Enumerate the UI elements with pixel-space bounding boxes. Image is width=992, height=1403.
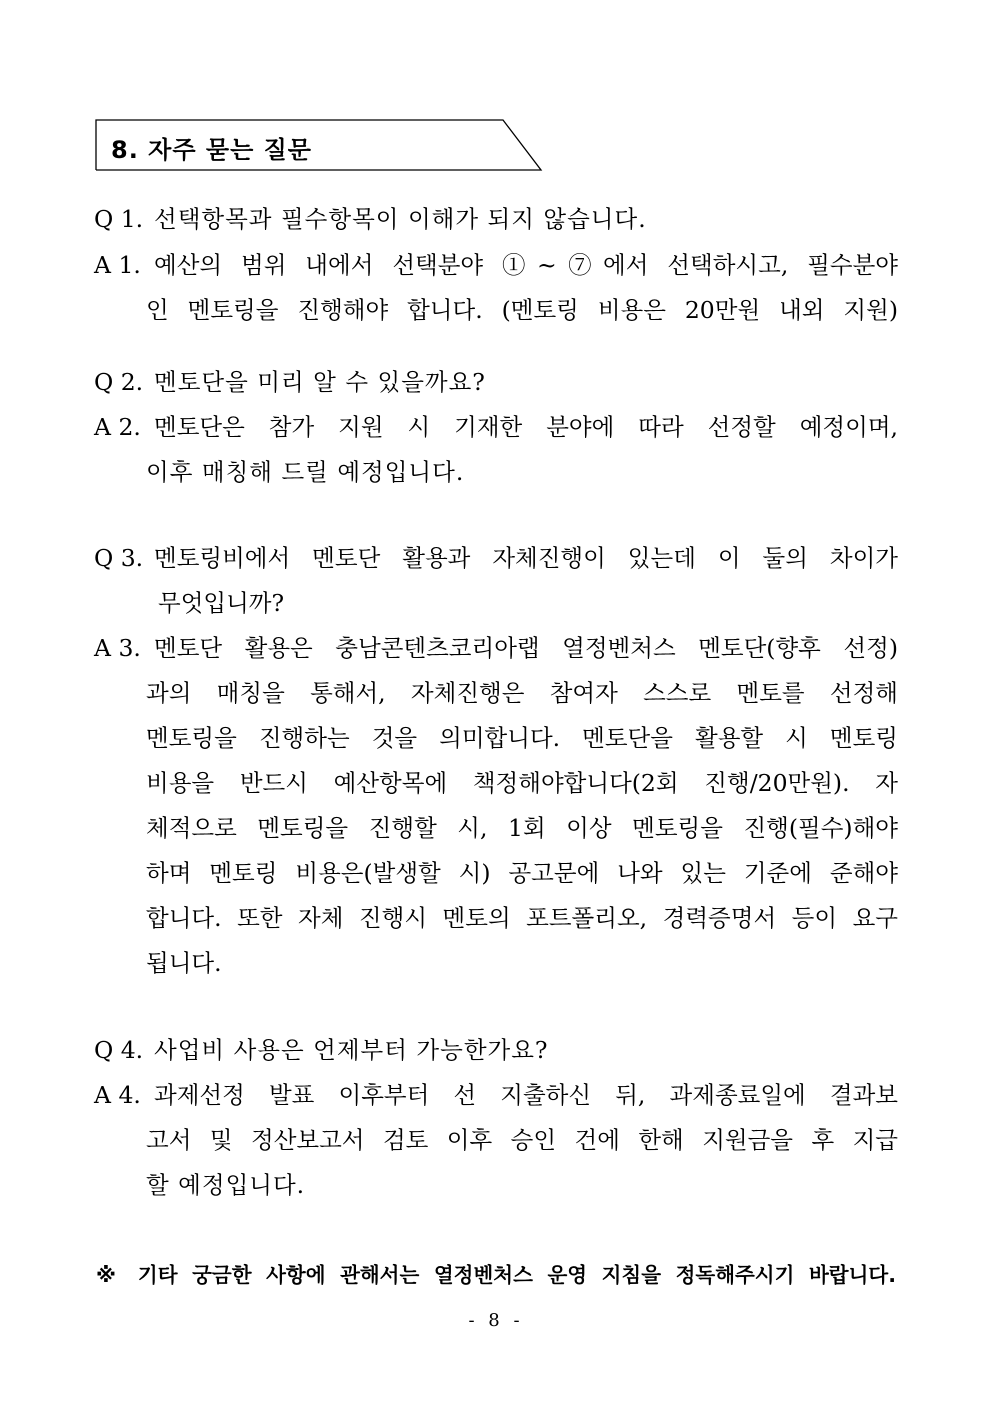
answer-continuation: 과의 매칭을 통해서, 자체진행은 참여자 스스로 멘토를 선정해 [146, 679, 898, 707]
question-text: 사업비 사용은 언제부터 가능한가요? [154, 1036, 549, 1064]
answer-continuation: 이후 매칭해 드릴 예정입니다. [146, 458, 465, 486]
question-text: 선택항목과 필수항목이 이해가 되지 않습니다. [154, 205, 647, 233]
answer-continuation: 하며 멘토링 비용은(발생할 시) 공고문에 나와 있는 기준에 준해야 [146, 859, 898, 887]
answer-text: 예산의 범위 내에서 선택분야 ①~⑦에서 선택하시고, 필수분야 [154, 251, 898, 279]
question-label: Q 2. [94, 368, 144, 396]
answer-label: A 4. [94, 1081, 141, 1109]
question-3 [94, 538, 898, 578]
answer-continuation: 고서 및 정산보고서 검토 이후 승인 건에 한해 지원금을 후 지급 [146, 1126, 898, 1154]
page-number: - 8 - [468, 1310, 524, 1331]
question-1 [94, 199, 898, 239]
answer-continuation: 체적으로 멘토링을 진행할 시, 1회 이상 멘토링을 진행(필수)해야 [146, 814, 898, 842]
question-label: Q 1. [94, 205, 144, 233]
answer-continuation: 됩니다. [146, 949, 222, 977]
answer-label: A 2. [94, 413, 141, 441]
answer-text: 과제선정 발표 이후부터 선 지출하신 뒤, 과제종료일에 결과보 [154, 1081, 898, 1109]
answer-4 [94, 1075, 898, 1115]
question-2 [94, 362, 898, 402]
answer-continuation: 할 예정입니다. [146, 1171, 306, 1199]
answer-3 [94, 628, 898, 668]
answer-continuation: 비용을 반드시 예산항목에 책정해야합니다(2회 진행/20만원). 자 [146, 769, 898, 797]
question-text: 멘토단을 미리 알 수 있을까요? [154, 368, 486, 396]
answer-text: 멘토단 활용은 충남콘텐츠코리아랩 열정벤처스 멘토단(향후 선정) [154, 634, 898, 662]
question-4 [94, 1030, 898, 1070]
notice-text: ※ 기타 궁금한 사항에 관해서는 열정벤처스 운영 지침을 정독해주시기 바랍니다. [96, 1263, 896, 1287]
answer-continuation: 멘토링을 진행하는 것을 의미합니다. 멘토단을 활용할 시 멘토링 [146, 724, 898, 752]
answer-2 [94, 407, 898, 447]
answer-text: 멘토단은 참가 지원 시 기재한 분야에 따라 선정할 예정이며, [154, 413, 898, 441]
answer-label: A 1. [94, 251, 141, 279]
question-text: 멘토링비에서 멘토단 활용과 자체진행이 있는데 이 둘의 차이가 [154, 544, 898, 572]
answer-1 [94, 245, 898, 285]
question-label: Q 4. [94, 1036, 144, 1064]
section-title: 8. 자주 묻는 질문 [111, 136, 312, 164]
answer-label: A 3. [94, 634, 141, 662]
question-label: Q 3. [94, 544, 144, 572]
answer-continuation: 인 멘토링을 진행해야 합니다. (멘토링 비용은 20만원 내외 지원) [146, 296, 898, 324]
section-heading-box [95, 119, 543, 171]
answer-continuation: 합니다. 또한 자체 진행시 멘토의 포트폴리오, 경력증명서 등이 요구 [146, 904, 898, 932]
question-continuation: 무엇입니까? [158, 589, 285, 617]
